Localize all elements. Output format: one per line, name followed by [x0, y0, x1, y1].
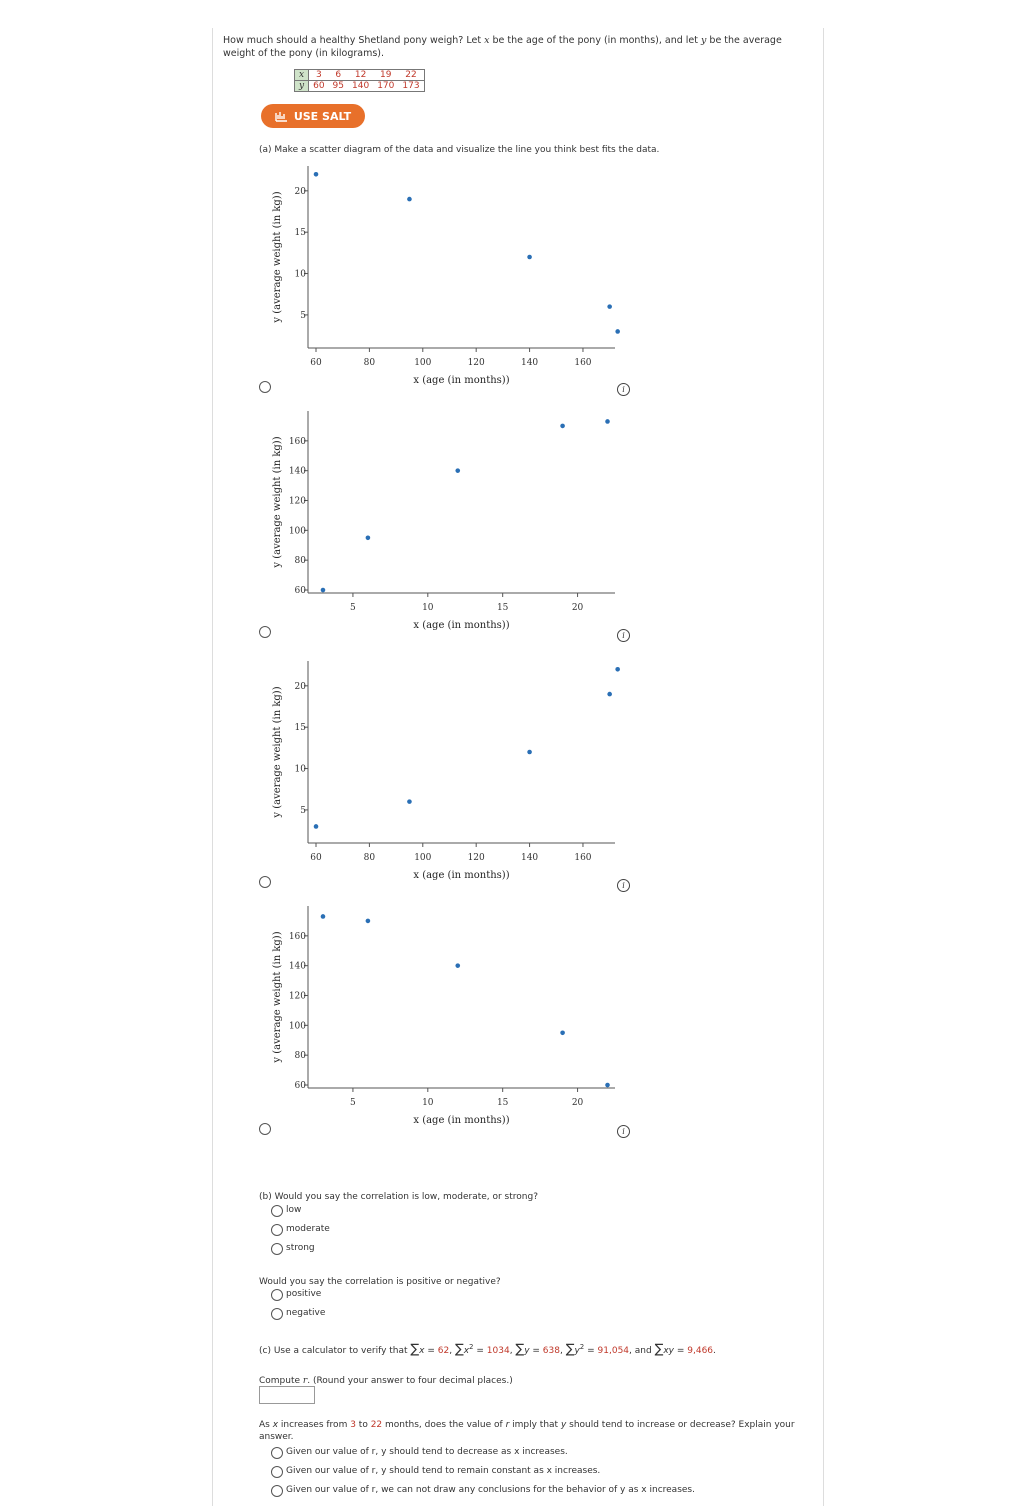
y-tick-label: 15	[294, 723, 306, 734]
sum-xy: ∑xy = 9,466	[654, 1342, 714, 1357]
data-table-x-header: x	[295, 70, 309, 81]
x-tick-label: 20	[571, 603, 584, 613]
x-tick-label: 60	[310, 358, 322, 368]
strength-low-radio[interactable]	[271, 1205, 283, 1217]
data-point	[407, 799, 412, 804]
strength-moderate-radio[interactable]	[271, 1224, 283, 1236]
data-point	[321, 914, 326, 919]
direction-negative-label: negative	[286, 1308, 326, 1318]
y-tick-label: 5	[300, 805, 306, 816]
data-point	[560, 424, 565, 429]
use-salt-label: USE SALT	[293, 109, 352, 123]
content-frame-left-border	[212, 28, 213, 1506]
y-tick-label: 10	[294, 269, 306, 280]
trend-no-conclusion-label: Given our value of r, we can not draw any conclusions for the behavior of y as x increases.	[286, 1485, 695, 1495]
scatter-chart-3	[260, 655, 640, 895]
x-tick-label: 140	[520, 358, 539, 368]
question-intro: How much should a healthy Shetland pony weigh? Let x be the age of the pony (in months), and let y be the average weight of the pony (in kilograms).	[223, 35, 782, 59]
x-tick-label: 10	[422, 603, 434, 613]
x-axis-title: x (age (in months))	[413, 1115, 510, 1126]
data-point	[607, 304, 612, 309]
x-tick-label: 15	[496, 1098, 509, 1108]
scatter-chart-1	[260, 160, 640, 400]
trend-decrease-radio[interactable]	[271, 1447, 283, 1459]
y-tick-label: 60	[294, 586, 306, 597]
part-c-sums-statement: (c) Use a calculator to verify that ∑x = 62, $\sum x^2 = 1034$, ∑y = 638, $\sum y^2 = 91,054$, and ∑xy = 9,466.	[259, 1342, 716, 1357]
chart-option-1-radio[interactable]	[259, 381, 271, 393]
data-point	[560, 1031, 565, 1036]
chart-option-2-radio[interactable]	[259, 626, 271, 638]
data-point	[527, 255, 532, 260]
y-tick-label: 80	[294, 1051, 306, 1062]
x-axis-title: x (age (in months))	[413, 375, 510, 386]
y-axis-title: y (average weight (in kg))	[272, 191, 283, 323]
x-tick-label: 80	[363, 358, 376, 368]
y-tick-label: 140	[288, 466, 306, 477]
y-tick-label: 100	[288, 1021, 306, 1032]
y-tick-label: 120	[288, 991, 306, 1002]
data-point	[615, 667, 620, 672]
data-point	[455, 963, 460, 968]
x-tick-label: 5	[350, 603, 356, 613]
direction-positive-label: positive	[286, 1289, 322, 1299]
data-point	[407, 197, 412, 202]
sum-x-squared: $\sum x^2 = 1034$	[454, 1342, 510, 1357]
data-point	[527, 750, 532, 755]
x-tick-label: 15	[496, 603, 509, 613]
x-tick-label: 100	[414, 853, 432, 863]
trend-constant-label: Given our value of r, y should tend to remain constant as x increases.	[286, 1466, 601, 1476]
y-tick-label: 160	[288, 436, 306, 447]
y-tick-label: 5	[300, 310, 306, 321]
data-table-cell: 6	[329, 70, 348, 81]
part-b-prompt-strength: (b) Would you say the correlation is low, moderate, or strong?	[259, 1192, 538, 1202]
scatter-chart-4	[260, 900, 640, 1140]
part-a-prompt: (a) Make a scatter diagram of the data and visualize the line you think best fits the data.	[259, 145, 660, 155]
x-axis-title: x (age (in months))	[413, 870, 510, 881]
data-table-cell: 140	[348, 81, 373, 92]
chart-option-4-radio[interactable]	[259, 1123, 271, 1135]
y-tick-label: 60	[294, 1081, 306, 1092]
direction-positive-radio[interactable]	[271, 1289, 283, 1301]
y-tick-label: 100	[288, 526, 306, 537]
data-point	[321, 588, 326, 593]
strength-moderate-label: moderate	[286, 1224, 330, 1234]
data-table-cell: 60	[309, 81, 329, 92]
x-tick-label: 160	[574, 358, 592, 368]
sum-y-squared: $\sum y^2 = 91,054$	[565, 1342, 630, 1357]
chart-3-info-icon[interactable]: i	[617, 879, 630, 892]
data-table-cell: 3	[309, 70, 329, 81]
data-table-cell: 95	[329, 81, 348, 92]
data-point	[314, 172, 319, 177]
chart-2-info-icon[interactable]: i	[617, 629, 630, 642]
chart-option-3-radio[interactable]	[259, 876, 271, 888]
content-frame-right-border	[823, 28, 824, 1506]
x-tick-label: 20	[571, 1098, 584, 1108]
direction-negative-radio[interactable]	[271, 1308, 283, 1320]
trend-constant-radio[interactable]	[271, 1466, 283, 1478]
part-c-prefix: (c) Use a calculator to verify that	[259, 1346, 411, 1356]
x-tick-label: 10	[422, 1098, 434, 1108]
salt-icon	[275, 110, 288, 122]
x-tick-label: 60	[310, 853, 322, 863]
data-point	[366, 919, 371, 924]
trend-no-conclusion-radio[interactable]	[271, 1485, 283, 1497]
data-table	[294, 69, 425, 92]
y-tick-label: 20	[294, 186, 306, 197]
data-point	[455, 468, 460, 473]
part-b-prompt-direction: Would you say the correlation is positive or negative?	[259, 1277, 501, 1287]
data-point	[314, 824, 319, 829]
data-point	[607, 692, 612, 697]
use-salt-button[interactable]	[261, 104, 365, 128]
y-tick-label: 80	[294, 556, 306, 567]
sum-x: ∑x = 62	[410, 1342, 450, 1357]
y-tick-label: 20	[294, 681, 306, 692]
x-tick-label: 5	[350, 1098, 356, 1108]
data-table-cell: 19	[373, 70, 398, 81]
scatter-chart-2	[260, 405, 640, 645]
data-point	[605, 419, 610, 424]
y-tick-label: 160	[288, 931, 306, 942]
data-table-x-row	[295, 70, 425, 81]
chart-4-info-icon[interactable]: i	[617, 1125, 630, 1138]
x-tick-label: 140	[520, 853, 539, 863]
data-point	[615, 329, 620, 334]
part-c-trend-question: As x increases from 3 to 22 months, does the value of r imply that y should tend to increase or decrease? Explain your answer.	[259, 1420, 795, 1442]
y-tick-label: 15	[294, 228, 306, 239]
x-tick-label: 80	[363, 853, 376, 863]
strength-low-label: low	[286, 1205, 302, 1215]
strength-strong-radio[interactable]	[271, 1243, 283, 1255]
sum-y: ∑y = 638	[515, 1342, 560, 1357]
y-tick-label: 10	[294, 764, 306, 775]
trend-decrease-label: Given our value of r, y should tend to decrease as x increases.	[286, 1447, 568, 1457]
r-answer-input[interactable]	[259, 1386, 315, 1404]
data-point	[366, 536, 371, 541]
y-axis-title: y (average weight (in kg))	[272, 436, 283, 568]
chart-1-info-icon[interactable]: i	[617, 383, 630, 396]
x-tick-label: 120	[467, 358, 485, 368]
y-tick-label: 140	[288, 961, 306, 972]
data-table-cell: 170	[373, 81, 398, 92]
y-axis-title: y (average weight (in kg))	[272, 686, 283, 818]
strength-strong-label: strong	[286, 1243, 315, 1253]
x-tick-label: 100	[414, 358, 432, 368]
x-axis-title: x (age (in months))	[413, 620, 510, 631]
data-table-cell: 12	[348, 70, 373, 81]
data-point	[605, 1083, 610, 1088]
and-word: and	[634, 1346, 652, 1356]
data-table-cell: 22	[398, 70, 424, 81]
x-tick-label: 160	[574, 853, 592, 863]
data-table-cell: 173	[398, 81, 424, 92]
data-table-y-row	[295, 81, 425, 92]
y-axis-title: y (average weight (in kg))	[272, 931, 283, 1063]
data-table-y-header: y	[295, 81, 309, 92]
x-tick-label: 120	[467, 853, 485, 863]
y-tick-label: 120	[288, 496, 306, 507]
compute-r-prompt: Compute r. (Round your answer to four decimal places.)	[259, 1376, 513, 1386]
